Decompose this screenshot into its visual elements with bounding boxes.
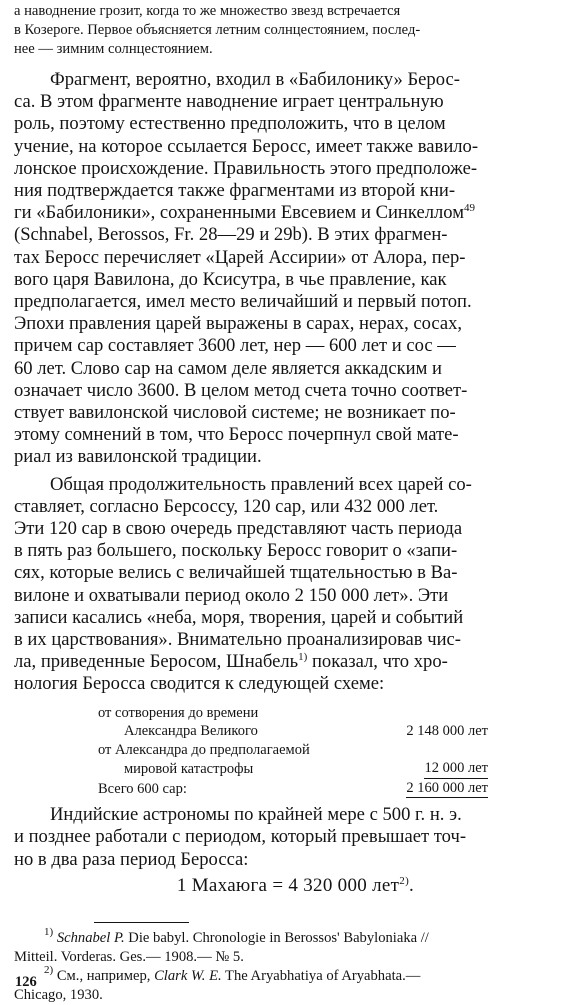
text-line: в пять раз большего, поскольку Беросс говорит о «запи- [14,540,458,562]
footnote-number: 1) [44,925,54,938]
text-line: но в два раза период Беросса: [14,848,249,870]
text-line: Эпохи правления царей выражены в сарах, нерах, сосах, [14,313,463,335]
footnote-number: 2) [44,963,54,976]
scheme-value: 12 000 лет [424,759,488,779]
text-line: Эти 120 сар в свою очередь представляют часть периода [14,518,463,540]
text-line: са. В этом фрагменте наводнение играет центральную [14,91,444,113]
footnote-marker: 1) [298,651,308,664]
text-line: тах Беросс перечисляет «Царей Ассирии» от Алора, пер- [14,246,466,268]
scheme-label: мировой катастрофы [124,761,254,778]
footnote-text: См., например, [53,967,155,984]
footnote-text: Die babyl. Chronologie in Berossos' Babyloniaka // [124,929,429,946]
footnote-2-cont: Chicago, 1930. [14,986,103,1003]
text-span: показал, что хро- [307,651,448,673]
footnote-author: Clark W. E. [154,967,222,984]
text-line: Фрагмент, вероятно, входил в «Бабилонику» Берос- [50,69,460,90]
page-number: 126 [15,974,37,990]
paragraph-indian-astronomers [14,804,577,871]
text-line: а наводнение грозит, когда то же множество звезд встречается [14,3,401,19]
text-line: причем сар составляет 3600 лет, нер — 600 лет и сос — [14,335,456,357]
footnote-marker: 2) [399,874,410,887]
text-line: 60 лет. Слово сар на самом деле является аккадским и [14,357,442,379]
text-line: лонское происхождение. Правильность этого предположе- [14,157,478,179]
text-line: нология Беросса сводится к следующей схеме: [14,673,385,695]
text-line: в их царствования». Внимательно проанализировав чис- [14,629,461,651]
paragraph-reign-duration [14,474,577,696]
footnote-1-cont: Mitteil. Vorderas. Ges.— 1908.— № 5. [14,948,244,965]
text-line [14,202,577,224]
scheme-label: от сотворения до времени [98,704,259,721]
text-line: (Schnabel, Berossos, Fr. 28—29 и 29b). В этих фрагмен- [14,224,448,246]
footnote-divider [94,922,189,923]
footnotes [14,925,577,1005]
formula-tail: . [409,874,415,896]
text-line: нее — зимним солнцестоянием. [14,41,213,57]
text-line: означает число 3600. В целом метод счета точно соответ- [14,379,468,401]
text-line: вого царя Вавилона, до Ксисутра, в чье правление, как [14,268,447,290]
text-line: записи касались «неба, моря, творения, царей и событий [14,606,464,628]
chronology-scheme [98,704,488,799]
text-span: ги «Бабилоники», сохраненными Евсевием и Синкеллом [14,202,464,224]
scheme-label: от Александра до предполагаемой [98,741,310,758]
text-line: Индийские астрономы по крайней мере с 500 г. н. э. [50,804,462,826]
intro-fragment [14,2,577,59]
text-line: и позднее работали с периодом, который превышает точ- [14,826,467,848]
text-span: ла, приведенные Беросом, Шнабель [14,651,299,673]
text-line: ствует вавилонской числовой системе; не возникает по- [14,402,456,424]
text-line: учение, на которое ссылается Беросс, имеет также вавило- [14,135,479,157]
text-line: Общая продолжительность правлений всех царей со- [50,473,472,495]
paragraph-berossus-fragment [14,69,577,469]
text-line: предполагается, имел место величайший и первый потоп. [14,291,472,313]
text-line: сях, которые велись с величайшей тщательностью в Ва- [14,562,458,584]
scheme-row [98,722,488,741]
scheme-total-row [98,779,488,799]
text-line: риал из вавилонской традиции. [14,446,262,468]
footnote-2 [14,963,577,986]
footnote-text: The Aryabhatiya of Aryabhata.— [221,967,421,984]
scheme-total-value: 2 160 000 лет [406,779,488,799]
text-line: роль, поэтому естественно предположить, что в целом [14,113,446,135]
text-line: этому сомнений в том, что Беросс почерпнул свой мате- [14,424,459,446]
scheme-total-label: Всего 600 сар: [98,780,187,797]
scheme-value: 2 148 000 лет [406,723,488,740]
scheme-row [98,741,488,760]
text-line: ния подтверждается также фрагментами из второй кни- [14,180,456,202]
mahayuga-formula [14,874,577,898]
scheme-label: Александра Великого [124,723,258,740]
text-line [14,651,577,673]
scheme-row [98,704,488,723]
formula-text: 1 Махаюга = 4 320 000 лет [176,874,400,896]
footnote-1 [14,925,577,948]
text-line: вилоне и охватывали период около 2 150 000 лет». Эти [14,584,449,606]
footnote-author: Schnabel P. [56,929,125,946]
text-line: в Козероге. Первое объясняется летним солнцестоянием, послед- [14,22,421,38]
scheme-row [98,759,488,779]
text-line: ставляет, согласно Берсоссу, 120 сар, или 432 000 лет. [14,495,439,517]
footnote-marker: 49 [463,202,475,215]
